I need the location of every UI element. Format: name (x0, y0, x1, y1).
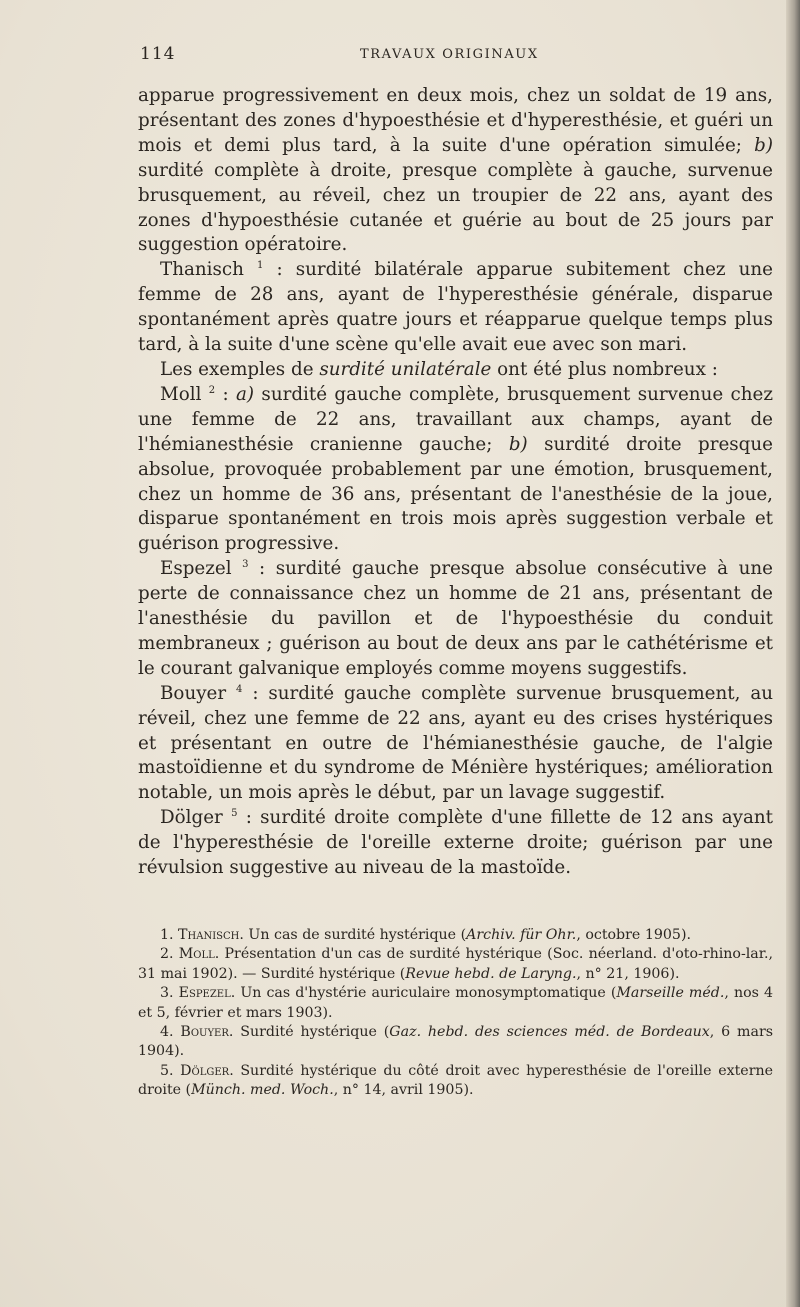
author-espezel: Espezel (160, 558, 232, 580)
item-a-marker: a) (236, 383, 255, 405)
paragraph-1 (138, 84, 773, 258)
paragraph-bouyer-text: : surdité gauche complète survenue brusquement, au réveil, chez une femme de 22 ans, ayant eu des crises hystériques et présentant en outre de l'hémianesthésie gauche, de l'algie mastoïdienne et du syndrome de Ménière hystériques; amélioration notable, un mois après le début, par un lavage suggestif. (138, 682, 773, 804)
author-moll: Moll (160, 383, 202, 405)
author-thanisch: Thanisch (160, 259, 244, 281)
footnote-text: Surdité hystérique ( (233, 1024, 390, 1041)
footnote-journal: Münch. med. Woch. (191, 1082, 334, 1099)
item-b-marker: b) (754, 134, 774, 156)
running-title: TRAVAUX ORIGINAUX (360, 47, 539, 62)
paragraph-thanisch-text: : surdité bilatérale apparue subitement chez une femme de 28 ans, ayant de l'hyperesthésie générale, disparue spontanément après quatre jours et réapparue quelque temps plus tard, à la suite d'une scène qu'elle avait eue avec son mari. (138, 259, 774, 356)
paragraph-1-text: apparue progressivement en deux mois, chez un soldat de 19 ans, présentant des zones d'hypoesthésie et d'hyperesthésie, et guéri un mois et demi plus tard, à la suite d'une opération simulée; (138, 85, 773, 156)
footnote-author: Espezel. (178, 985, 236, 1002)
author-dolger: Dölger (160, 807, 223, 829)
footnote-journal: Gaz. hebd. des sciences méd. de Bordeaux (389, 1024, 710, 1041)
paragraph-dolger-text: : surdité droite complète d'une fillette de 12 ans ayant de l'hyperesthésie de l'oreille externe droite; guérison par une révulsion suggestive au niveau de la mastoïde. (138, 807, 773, 879)
footnote-1 (138, 926, 773, 945)
footnote-end: , nos 4 et 5, février et mars 1903). (138, 985, 774, 1021)
paragraph-dolger (138, 806, 773, 881)
footnote-text: Surdité hystérique du côté droit avec hyperesthésie de l'oreille externe droite ( (138, 1062, 774, 1099)
footnote-text: Un cas d'hystérie auriculaire monosymptomatique ( (235, 985, 617, 1002)
footnote-5 (138, 1062, 773, 1101)
footnote-author: Thanisch. (178, 927, 244, 943)
footnote-ref-3: 3 (242, 559, 249, 571)
footnote-end: , n° 14, avril 1905). (333, 1082, 474, 1099)
footnote-journal: Archiv. für Ohr. (466, 927, 577, 943)
footnote-end: , n° 21, 1906). (576, 965, 680, 982)
footnote-ref-1: 1 (256, 260, 264, 272)
paragraph-thanisch (138, 258, 773, 358)
footnote-journal: Marseille méd. (616, 985, 725, 1002)
footnote-text: Présentation d'un cas de surdité hystérique (Soc. néerland. d'oto-rhino-lar., 31 mai 1902). — Surdité hystérique ( (138, 946, 773, 982)
colon: : (215, 383, 237, 405)
paragraph-espezel-text: : surdité gauche presque absolue consécutive à une perte de connaissance chez un homme de 21 ans, présentant de l'anesthésie du pavillon et de l'hypoesthésie du conduit membraneux ; guérison au bout de deux ans par le cathétérisme et le courant galvanique employés comme moyens suggestifs. (138, 558, 773, 679)
footnote-text: Un cas de surdité hystérique ( (243, 927, 467, 943)
footnote-number: 3. (160, 985, 179, 1002)
footnote-2 (138, 945, 773, 984)
paragraph-espezel (138, 557, 773, 682)
footnote-number: 4. (160, 1024, 181, 1041)
main-text (138, 84, 773, 881)
footnote-ref-4: 4 (236, 683, 243, 695)
paragraph-moll-b-text: surdité droite presque absolue, provoquée probablement par une émotion, brusquement, chez un homme de 36 ans, présentant de l'anesthésie de la joue, disparue spontanément en trois mois après suggestion verbale et guérison progressive. (138, 433, 773, 555)
paragraph-unilateral-before: Les exemples de (160, 358, 320, 380)
footnote-author: Dölger. (180, 1062, 234, 1079)
paragraph-moll-a-text: surdité gauche complète, brusquement survenue chez une femme de 22 ans, travaillant aux champs, ayant de l'hémianesthésie cranienne gauche; (138, 383, 773, 455)
footnote-ref-5: 5 (231, 808, 238, 820)
paragraph-unilateral-after: ont été plus nombreux : (491, 358, 718, 380)
paragraph-1-b-text: surdité complète à droite, presque complète à gauche, survenue brusquement, au réveil, chez un troupier de 22 ans, ayant des zones d'hypoesthésie cutanée et guérie au bout de 25 jours par suggestion opératoire. (138, 159, 773, 256)
page-edge-shadow (786, 0, 800, 1307)
paragraph-unilateral (138, 358, 773, 383)
footnote-4 (138, 1023, 773, 1062)
footnote-number: 5. (160, 1062, 181, 1079)
paragraph-moll (138, 383, 773, 557)
footnote-journal: Revue hebd. de Laryng. (405, 965, 577, 982)
footnote-3 (138, 984, 773, 1023)
page-number: 114 (140, 44, 176, 64)
emphasis-surdite-unilaterale: surdité unilatérale (319, 358, 492, 380)
footnote-end: , 6 mars 1904). (138, 1024, 774, 1060)
footnote-number: 1. (160, 927, 179, 943)
paragraph-bouyer (138, 682, 773, 807)
author-bouyer: Bouyer (160, 682, 227, 704)
footnote-end: , octobre 1905). (576, 927, 691, 943)
footnotes (138, 926, 773, 1101)
footnote-author: Bouyer. (180, 1024, 234, 1041)
item-b-marker-2: b) (492, 433, 528, 455)
footnote-number: 2. (160, 946, 179, 963)
footnote-ref-2: 2 (208, 384, 216, 396)
footnote-author: Moll. (178, 946, 220, 963)
